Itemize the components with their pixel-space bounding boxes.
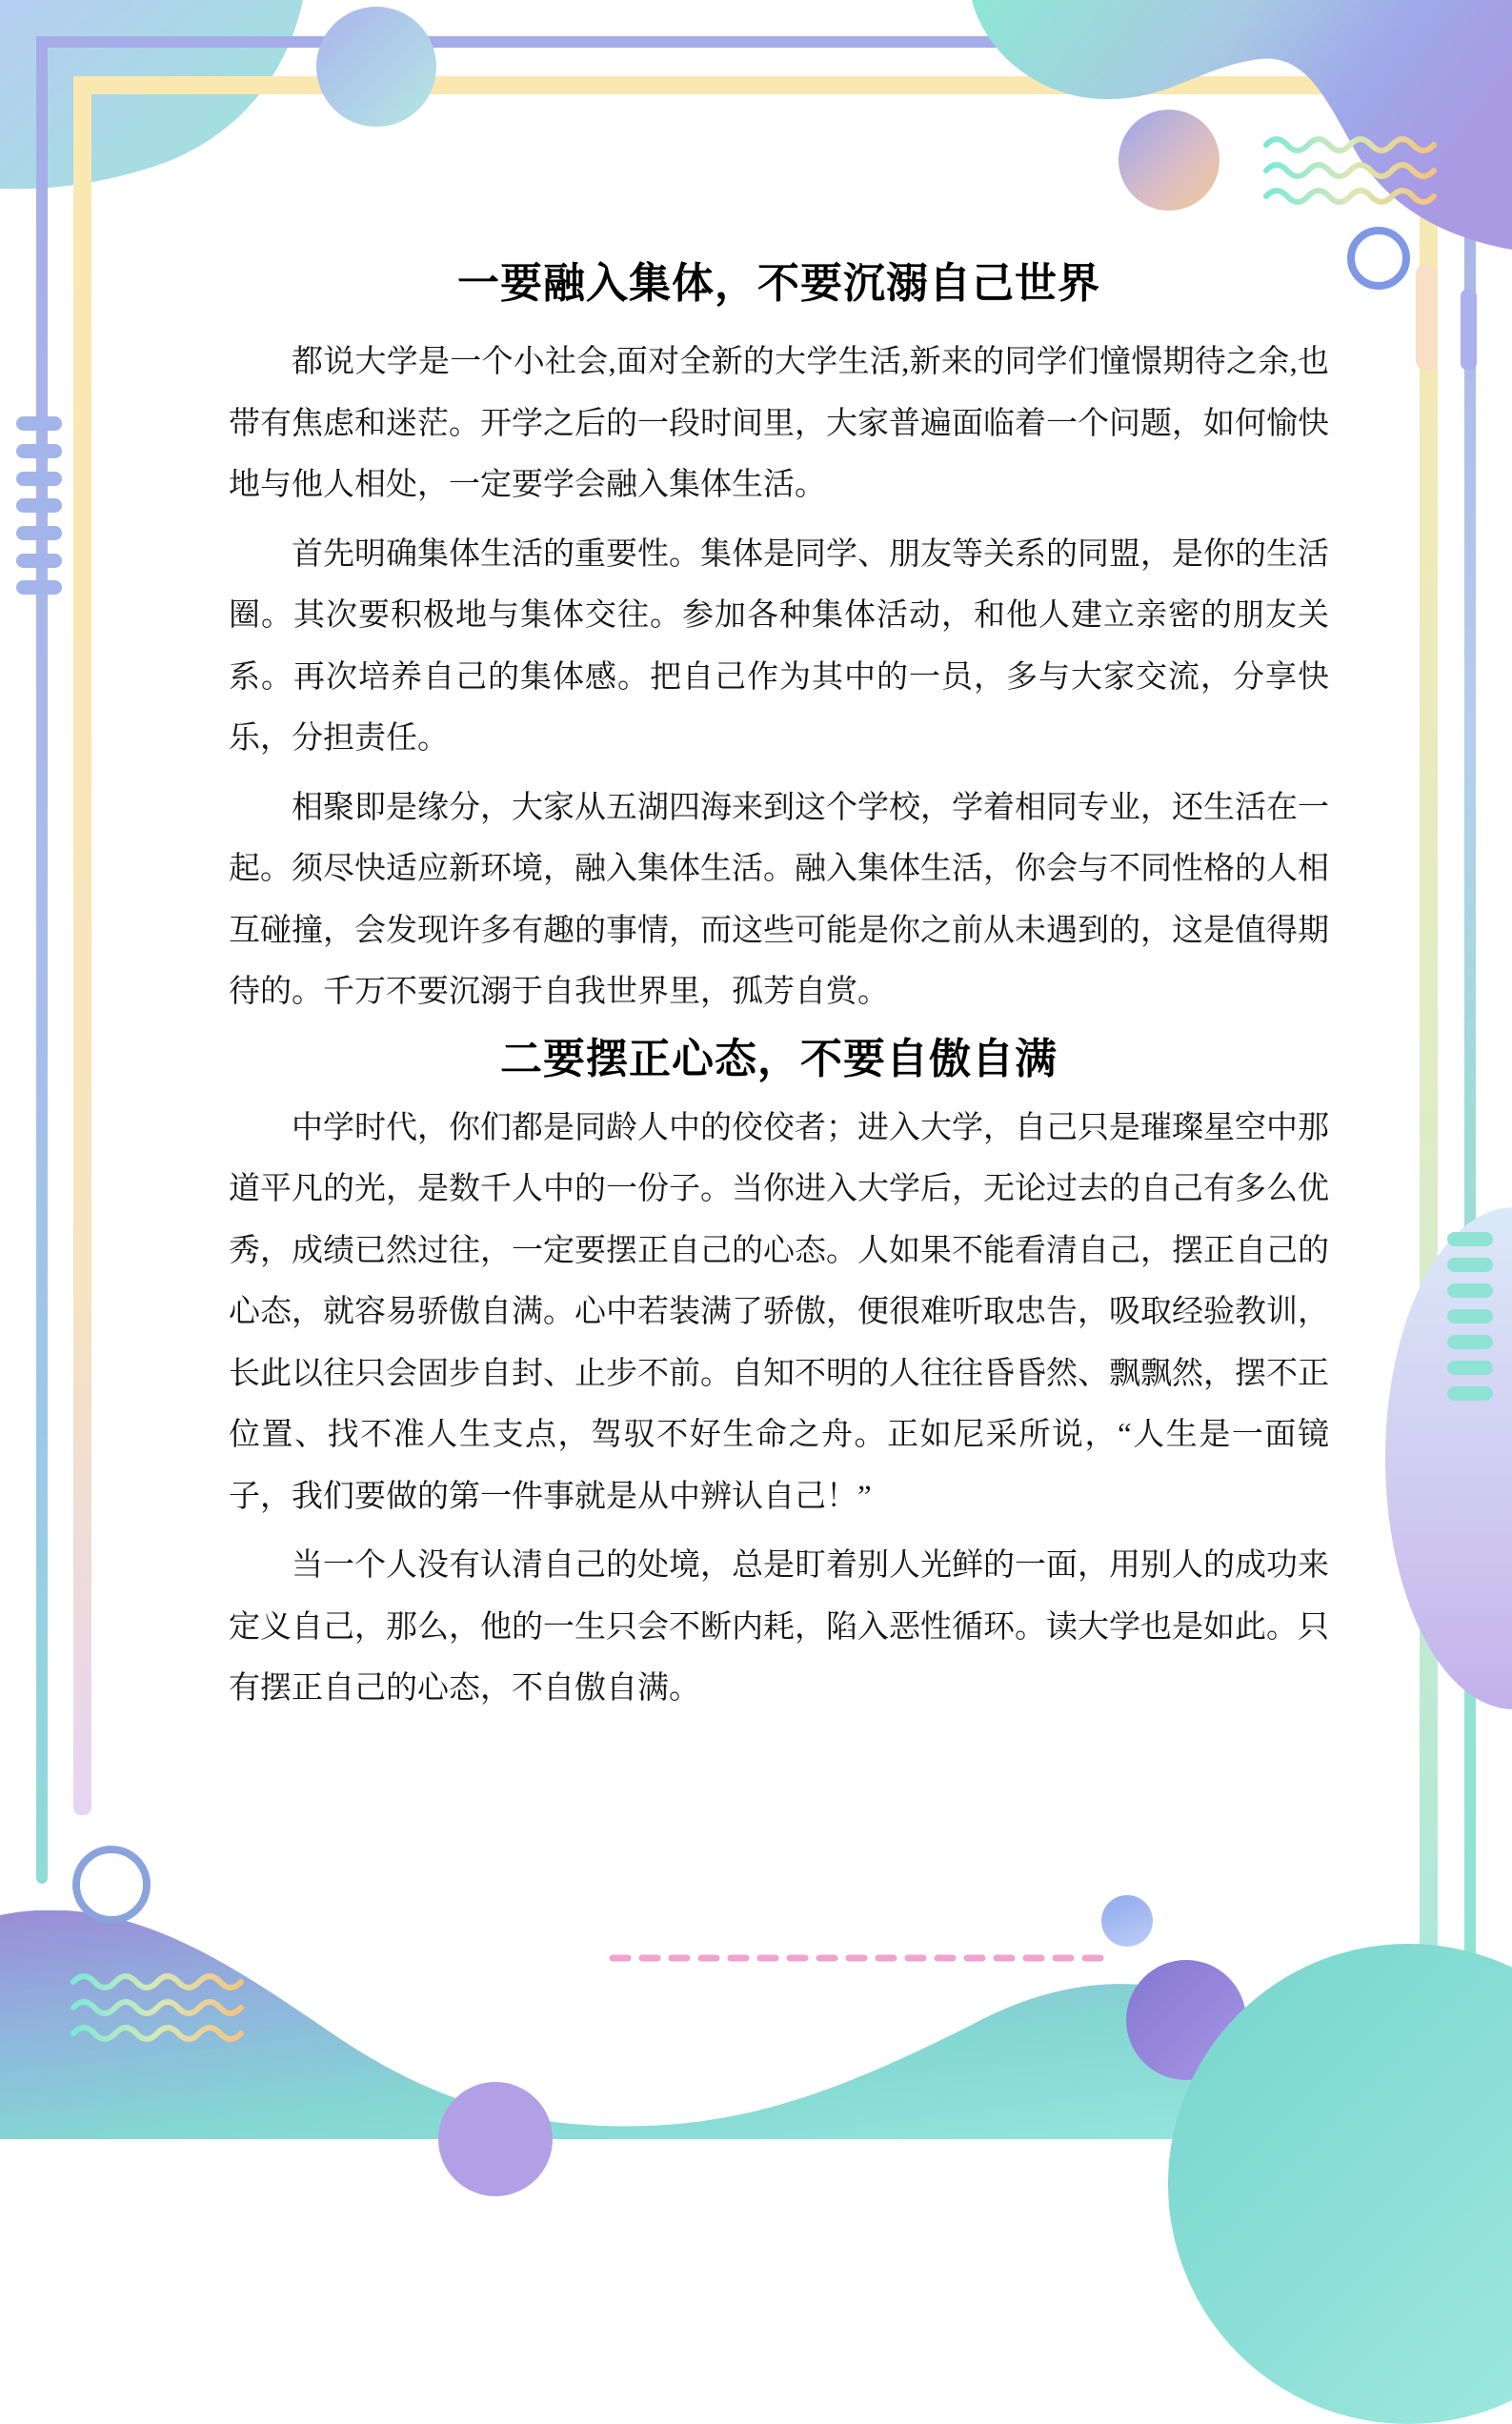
gradient-circle-top-right	[1119, 110, 1220, 211]
ladder-rung	[1447, 1335, 1493, 1349]
frame-inner-left-line	[73, 76, 91, 1815]
frame-outer-left-line	[36, 36, 48, 1884]
pink-dashed-line	[608, 1953, 1109, 1963]
periwinkle-bar	[1461, 289, 1477, 371]
ladder-rung	[1447, 1232, 1493, 1246]
ladder-rung	[1447, 1258, 1493, 1272]
ring-icon-top-right	[1347, 227, 1410, 290]
top-right-blob	[959, 0, 1512, 257]
paragraph: 首先明确集体生活的重要性。集体是同学、朋友等关系的同盟，是你的生活圈。其次要积极地与集体交往。参加各种集体活动，和他人建立亲密的朋友关系。再次培养自己的集体感。把自己作为其中的一员，多与大家交流，分享快乐，分担责任。	[229, 536, 1329, 756]
paragraph: 中学时代，你们都是同龄人中的佼佼者；进入大学，自己只是璀璨星空中那道平凡的光，是数千人中的一份子。当你进入大学后，无论过去的自己有多么优秀，成绩已然过往，一定要摆正自己的心态。人如果不能看清自己，摆正自己的心态，就容易骄傲自满。心中若装满了骄傲，便很难听取忠告，吸取经验教训，长此以往只会固步自封、止步不前。自知不明的人往往昏昏然、飘飘然，摆不正位置、找不准人生支点，驾驭不好生命之舟。正如尼采所说，“人生是一面镜子，我们要做的第一件事就是从中辨认自己！”	[229, 1110, 1329, 1514]
ladder-rung	[1447, 1361, 1493, 1375]
gradient-circle-top-left	[316, 7, 436, 127]
ladder-rung	[16, 416, 62, 431]
section-title-2: 二要摆正心态，不要自傲自满	[500, 1035, 1058, 1082]
wavy-lines-icon	[70, 1970, 252, 2050]
ladder-rung	[16, 580, 62, 595]
ladder-rung	[1447, 1309, 1493, 1323]
peach-bar	[1416, 264, 1437, 371]
ring-icon-bottom-left	[72, 1846, 151, 1924]
section-title-1: 一要融入集体，不要沉溺自己世界	[457, 260, 1100, 307]
ladder-rung	[16, 526, 62, 540]
article-body	[229, 255, 1329, 1727]
ladder-rung	[16, 472, 62, 486]
bottom-violet-semicircle	[438, 2082, 553, 2196]
ladder-rung	[16, 554, 62, 568]
ladder-rung	[16, 444, 62, 458]
ladder-rung	[1447, 1386, 1493, 1401]
right-lavender-blob	[1385, 1207, 1512, 1709]
ladder-rung	[16, 498, 62, 513]
small-blue-circle	[1101, 1895, 1153, 1947]
paragraph: 都说大学是一个小社会,面对全新的大学生活,新来的同学们憧憬期待之余,也带有焦虑和迷茫。开学之后的一段时间里，大家普遍面临着一个问题，如何愉快地与他人相处，一定要学会融入集体生活。	[229, 345, 1329, 502]
wavy-lines-icon	[1262, 133, 1445, 213]
ladder-rung	[1447, 1283, 1493, 1298]
paragraph: 相聚即是缘分，大家从五湖四海来到这个学校，学着相同专业，还生活在一起。须尽快适应新环境，融入集体生活。融入集体生活，你会与不同性格的人相互碰撞，会发现许多有趣的事情，而这些可能是你之前从未遇到的，这是值得期待的。千万不要沉溺于自我世界里，孤芳自赏。	[229, 790, 1329, 1009]
paragraph: 当一个人没有认清自己的处境，总是盯着别人光鲜的一面，用别人的成功来定义自己，那么，他的一生只会不断内耗，陷入恶性循环。读大学也是如此。只有摆正自己的心态，不自傲自满。	[229, 1548, 1329, 1706]
